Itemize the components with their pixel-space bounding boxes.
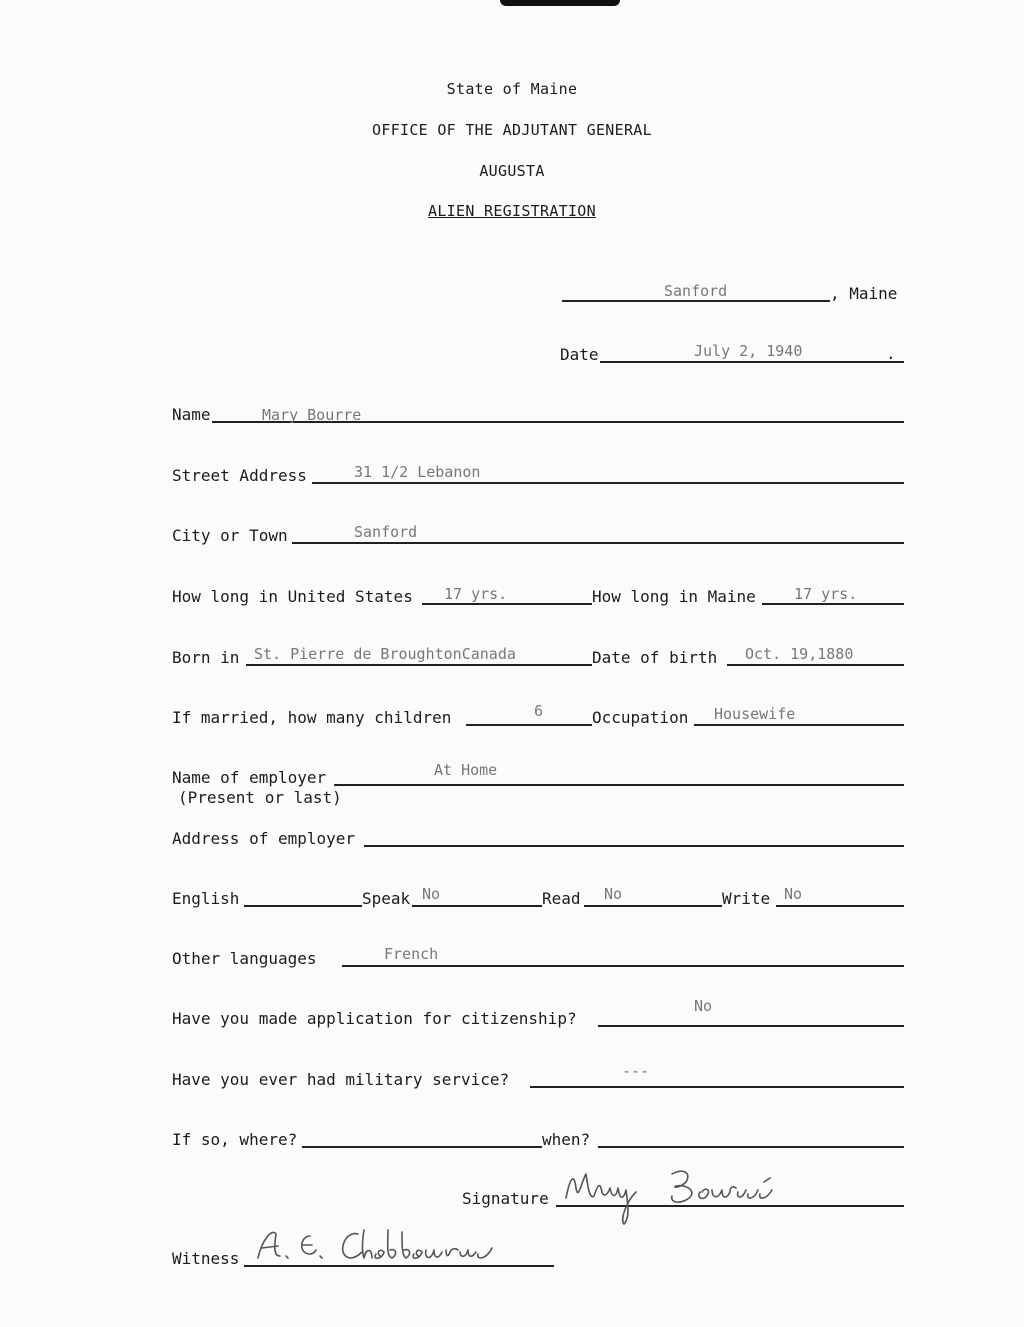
city-label: City or Town bbox=[172, 526, 288, 545]
when-label: when? bbox=[542, 1130, 591, 1149]
date-value[interactable]: July 2, 1940 bbox=[694, 342, 803, 360]
name-value[interactable]: Mary Bourre bbox=[262, 406, 362, 424]
read-line bbox=[584, 905, 722, 907]
where-line[interactable] bbox=[302, 1146, 542, 1148]
scan-edge-mark bbox=[500, 0, 620, 6]
signature-handwriting[interactable] bbox=[560, 1158, 800, 1228]
how-long-maine-value[interactable]: 17 yrs. bbox=[794, 585, 858, 603]
children-label: If married, how many children bbox=[172, 708, 452, 727]
street-address-line bbox=[312, 482, 904, 484]
employer-address-label: Address of employer bbox=[172, 829, 356, 848]
occupation-label: Occupation bbox=[592, 708, 689, 727]
children-line bbox=[466, 724, 592, 726]
english-line bbox=[244, 905, 362, 907]
date-label: Date bbox=[560, 345, 599, 364]
occupation-line bbox=[694, 724, 904, 726]
other-languages-label: Other languages bbox=[172, 949, 317, 968]
employer-value[interactable]: At Home bbox=[434, 761, 498, 779]
citizenship-label: Have you made application for citizenship? bbox=[172, 1009, 577, 1028]
street-address-value[interactable]: 31 1/2 Lebanon bbox=[354, 463, 481, 481]
how-long-us-line bbox=[422, 603, 592, 605]
date-period: . bbox=[886, 344, 896, 363]
street-address-label: Street Address bbox=[172, 466, 307, 485]
how-long-maine-label: How long in Maine bbox=[592, 587, 756, 606]
date-of-birth-value[interactable]: Oct. 19,1880 bbox=[745, 645, 854, 663]
header-city: AUGUSTA bbox=[479, 162, 545, 180]
speak-value[interactable]: No bbox=[422, 885, 441, 903]
form-title bbox=[0, 202, 1024, 220]
form-title-text: ALIEN REGISTRATION bbox=[428, 202, 596, 220]
employer-label: Name of employer bbox=[172, 768, 327, 787]
born-in-label: Born in bbox=[172, 648, 240, 667]
other-languages-value[interactable]: French bbox=[384, 945, 439, 963]
speak-label: Speak bbox=[362, 889, 411, 908]
occupation-value[interactable]: Housewife bbox=[714, 705, 796, 723]
witness-label: Witness bbox=[172, 1249, 240, 1268]
state-suffix: , Maine bbox=[830, 284, 898, 303]
employer-address-line[interactable] bbox=[364, 845, 904, 847]
town-line bbox=[562, 300, 830, 302]
how-long-us-value[interactable]: 17 yrs. bbox=[444, 585, 508, 603]
read-value[interactable]: No bbox=[604, 885, 623, 903]
employer-line bbox=[334, 784, 904, 786]
town-value[interactable]: Sanford bbox=[664, 282, 728, 300]
how-long-maine-line bbox=[762, 603, 904, 605]
name-label: Name bbox=[172, 405, 211, 424]
employer-sublabel: (Present or last) bbox=[178, 788, 342, 807]
other-languages-line bbox=[342, 965, 904, 967]
write-line bbox=[776, 905, 904, 907]
witness-handwriting[interactable] bbox=[252, 1220, 552, 1270]
when-line[interactable] bbox=[598, 1146, 904, 1148]
signature-label: Signature bbox=[462, 1189, 549, 1208]
header-office: OFFICE OF THE ADJUTANT GENERAL bbox=[372, 121, 652, 139]
write-label: Write bbox=[722, 889, 771, 908]
speak-line bbox=[412, 905, 542, 907]
header-state: State of Maine bbox=[446, 80, 578, 98]
citizenship-line bbox=[598, 1025, 904, 1027]
where-label: If so, where? bbox=[172, 1130, 298, 1149]
write-value[interactable]: No bbox=[784, 885, 803, 903]
date-of-birth-line bbox=[727, 664, 904, 666]
read-label: Read bbox=[542, 889, 581, 908]
date-line bbox=[600, 361, 904, 363]
citizenship-value[interactable]: No bbox=[694, 997, 713, 1015]
born-in-line bbox=[246, 664, 592, 666]
english-label: English bbox=[172, 889, 240, 908]
date-of-birth-label: Date of birth bbox=[592, 648, 718, 667]
military-label: Have you ever had military service? bbox=[172, 1070, 510, 1089]
military-value[interactable]: --- bbox=[622, 1062, 650, 1080]
children-value[interactable]: 6 bbox=[534, 702, 544, 720]
city-value[interactable]: Sanford bbox=[354, 523, 418, 541]
military-line bbox=[530, 1086, 904, 1088]
city-line bbox=[292, 542, 904, 544]
born-in-value[interactable]: St. Pierre de BroughtonCanada bbox=[254, 645, 516, 663]
how-long-us-label: How long in United States bbox=[172, 587, 413, 606]
